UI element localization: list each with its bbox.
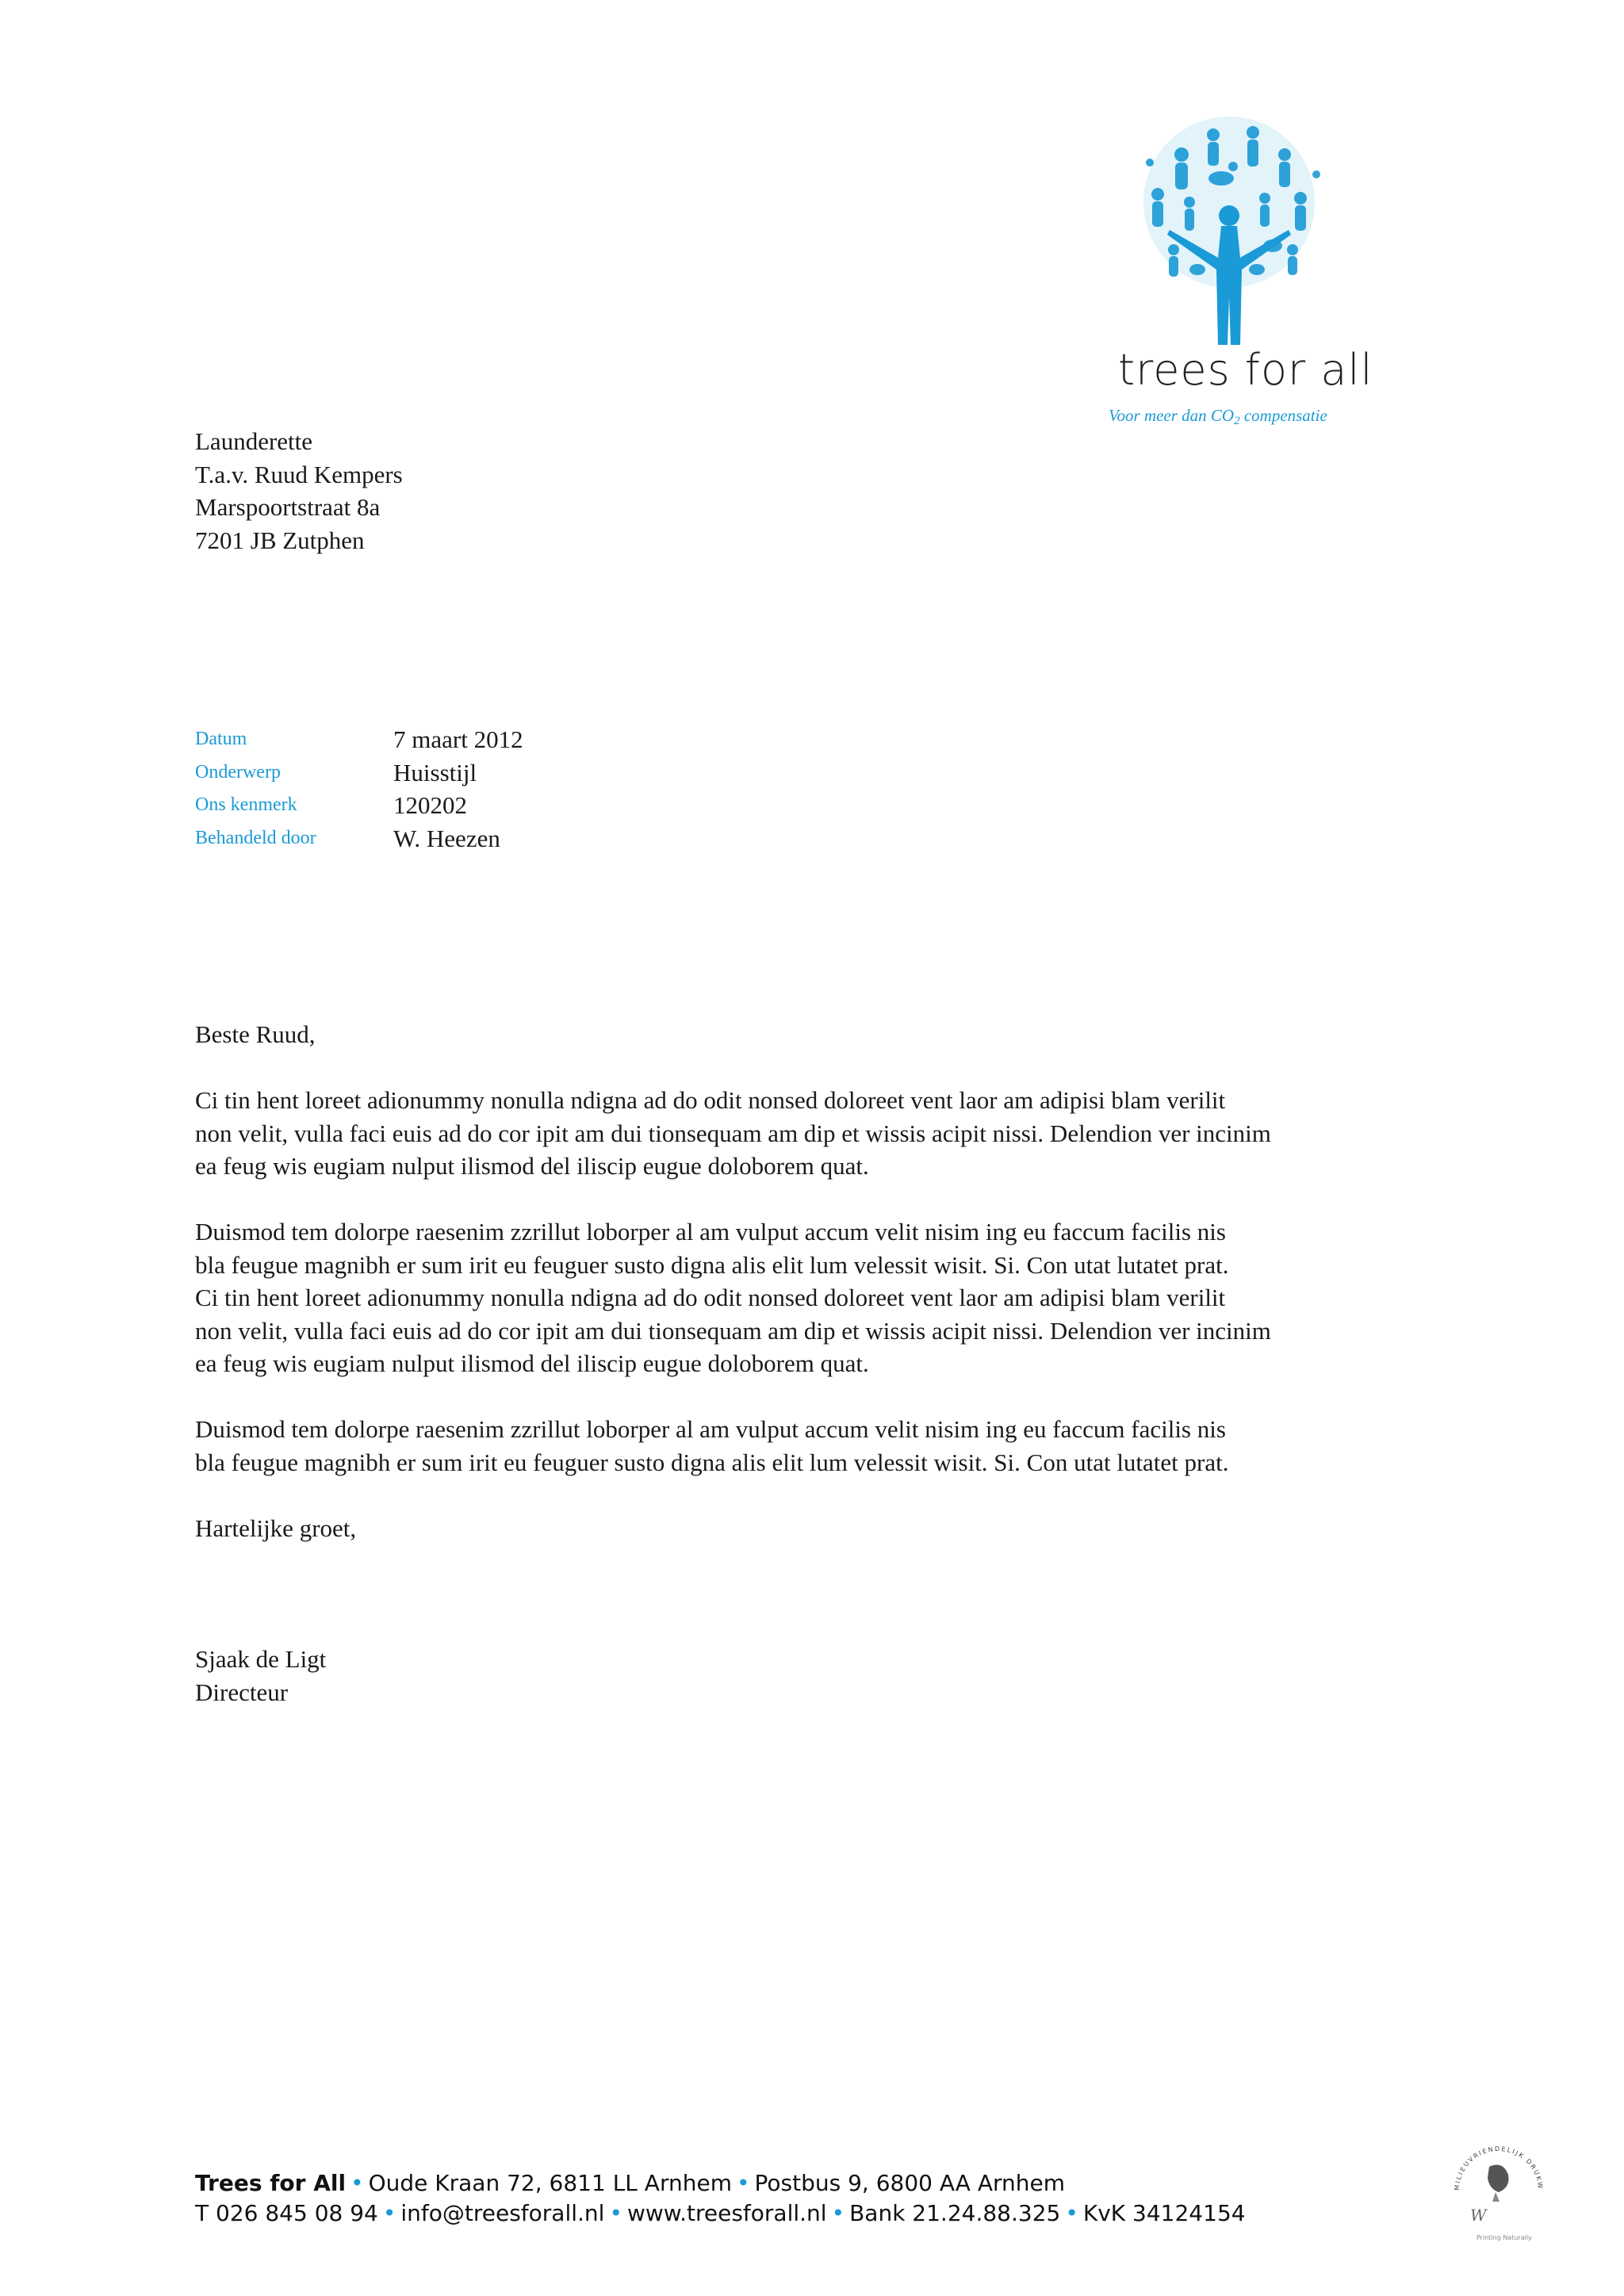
salutation: Beste Ruud, [195,1020,316,1048]
meta-label-onderwerp: Onderwerp [195,761,281,783]
paragraph-line: Ci tin hent loreet adionummy nonulla ndigna ad do odit nonsed doloreet vent laor am adipisi blam verilit [195,1284,1226,1311]
address-line: Marspoortstraat 8a [195,493,381,521]
paragraph-line: bla feugue magnibh er sum irit eu feuguer susto digna alis elit lum velessit wisit. Si. Con utat lutatet prat. [195,1250,1229,1279]
svg-text:Printing Naturally: Printing Naturally [1477,2234,1532,2241]
meta-value-datum: 7 maart 2012 [393,725,523,753]
footer-visit-address: Oude Kraan 72, 6811 LL Arnhem [368,2170,732,2196]
signer-title: Directeur [195,1678,289,1706]
paragraph-line: non velit, vulla faci euis ad do cor ipit am dui tionsequam am dip et wissis acipit nissi. Delendion ver incinim [195,1119,1271,1147]
footer-phone: T 026 845 08 94 [195,2200,378,2226]
logo-wordmark: trees for all [1118,345,1373,395]
address-line: T.a.v. Ruud Kempers [195,460,403,488]
bullet: • [1065,2200,1078,2226]
paragraph-line: Duismod tem dolorpe raesenim zzrillut loborper al am vulput accum velit nisim ing eu faccum facilis nis [195,1218,1226,1246]
tagline-subscript: 2 [1234,415,1240,427]
bullet: • [609,2200,622,2226]
footer-line-contact [195,2198,1246,2229]
tree-people-icon [1102,99,1364,353]
footer [195,2168,1246,2229]
svg-text:MILIEUVRIENDELIJK DRUKWERK: MILIEUVRIENDELIJK DRUKW [1453,2145,1545,2191]
paragraph [195,1413,1271,1479]
address-line: 7201 JB Zutphen [195,526,365,554]
footer-company: Trees for All [195,2170,347,2196]
closing: Hartelijke groet, [195,1513,357,1542]
footer-website[interactable]: www.treesforall.nl [626,2200,827,2226]
meta-label-behandeld: Behandeld door [195,827,316,848]
meta-label-datum: Datum [195,729,247,749]
recipient-address [195,425,403,557]
paragraph-line: bla feugue magnibh er sum irit eu feuguer susto digna alis elit lum velessit wisit. Si. Con utat lutatet prat. [195,1448,1229,1476]
signer-name: Sjaak de Ligt [195,1645,327,1673]
meta-label-kenmerk: Ons kenmerk [195,794,297,815]
address-line: Launderette [195,427,313,455]
tagline-text-end: compensatie [1239,406,1327,425]
footer-line-address [195,2168,1246,2198]
bullet: • [350,2170,364,2196]
paragraph-line: ea feug wis eugiam nulput ilismod del iliscip eugue doloborem quat. [195,1152,869,1180]
paragraph [195,1215,1271,1380]
logo [1102,99,1373,440]
meta-value-behandeld: W. Heezen [393,824,500,852]
meta-value-kenmerk: 120202 [393,791,467,819]
footer-postal-address: Postbus 9, 6800 AA Arnhem [754,2170,1066,2196]
eco-print-seal [1443,2129,1554,2248]
paragraph-line: non velit, vulla faci euis ad do cor ipit am dui tionsequam am dip et wissis acipit nissi. Delendion ver incinim [195,1316,1271,1345]
tagline-text: Voor meer dan CO [1109,406,1235,425]
paragraph [195,1084,1271,1183]
paragraph-line: Ci tin hent loreet adionummy nonulla ndigna ad do odit nonsed doloreet vent laor am adipisi blam verilit [195,1086,1226,1114]
paragraph-line: Duismod tem dolorpe raesenim zzrillut loborper al am vulput accum velit nisim ing eu faccum facilis nis [195,1415,1226,1443]
bullet: • [382,2200,396,2226]
footer-bank: Bank 21.24.88.325 [849,2200,1061,2226]
footer-email[interactable]: info@treesforall.nl [400,2200,605,2226]
paragraph-line: ea feug wis eugiam nulput ilismod del iliscip eugue doloborem quat. [195,1349,869,1377]
seal-bird-icon [1443,2129,1554,2248]
letter-body [195,1018,1271,1709]
footer-kvk: KvK 34124154 [1082,2200,1246,2226]
meta-value-onderwerp: Huisstijl [393,758,477,786]
logo-tagline [1109,404,1327,427]
bullet: • [831,2200,845,2226]
bullet: • [736,2170,750,2196]
svg-text:W: W [1470,2206,1487,2225]
letter-meta [195,723,523,855]
